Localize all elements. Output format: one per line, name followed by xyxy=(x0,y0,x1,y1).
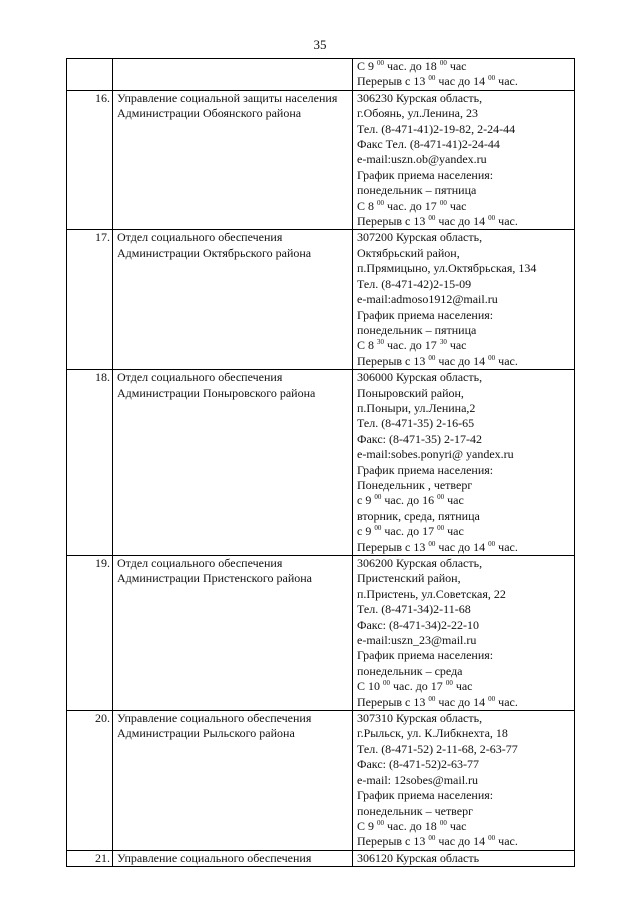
contact-info-text: e-mail:uszn.ob@yandex.ru xyxy=(357,152,487,167)
contact-info-text: e-mail:uszn_23@mail.ru xyxy=(357,633,477,648)
contact-info-line xyxy=(357,152,572,167)
row-number xyxy=(67,59,113,91)
contact-info-text: час до 14 xyxy=(435,539,489,554)
contact-info-text: час. xyxy=(495,353,518,368)
contact-info-cell xyxy=(353,59,575,91)
time-minutes-superscript: 00 xyxy=(383,679,391,688)
time-minutes-superscript: 00 xyxy=(488,539,496,548)
contact-info-cell xyxy=(353,230,575,370)
contact-info-line xyxy=(357,571,572,586)
time-minutes-superscript: 30 xyxy=(377,338,385,347)
contact-info-line xyxy=(357,354,572,369)
contact-info-line xyxy=(357,338,572,353)
time-minutes-superscript: 00 xyxy=(428,539,436,548)
contact-info-line xyxy=(357,618,572,633)
contact-info-line xyxy=(357,788,572,803)
contact-info-line xyxy=(357,432,572,447)
contact-info-text: Понедельник , четверг xyxy=(357,477,473,492)
contact-info-line xyxy=(357,834,572,849)
contact-info-text: Факс: (8-471-34)2-22-10 xyxy=(357,617,479,632)
contact-info-text: График приема населения: xyxy=(357,462,494,477)
contact-info-text: п.Пристень, ул.Советская, 22 xyxy=(357,586,506,601)
contact-info-line xyxy=(357,277,572,292)
contact-info-line xyxy=(357,556,572,571)
contact-info-text: График приема населения: xyxy=(357,167,494,182)
table-row xyxy=(67,370,575,556)
contact-info-line xyxy=(357,695,572,710)
contact-info-line xyxy=(357,230,572,245)
time-minutes-superscript: 00 xyxy=(437,524,445,533)
contact-info-text: 306230 Курская область, xyxy=(357,90,483,105)
time-minutes-superscript: 00 xyxy=(377,198,385,207)
organization-cell xyxy=(113,90,353,230)
time-minutes-superscript: 00 xyxy=(428,353,436,362)
contact-info-line xyxy=(357,214,572,229)
organization-name: Управление социальной защиты населения Администрации Обоянского района xyxy=(117,90,338,121)
contact-info-text: час. до 18 xyxy=(384,59,440,73)
contact-info-text: График приема населения: xyxy=(357,788,494,803)
contact-info-text: 306120 Курская область xyxy=(357,850,480,865)
contact-info-text: час до 14 xyxy=(435,74,489,89)
contact-info-line xyxy=(357,540,572,555)
contact-info-line xyxy=(357,122,572,137)
contact-info-text: г.Рыльск, ул. К.Либкнехта, 18 xyxy=(357,726,508,741)
organization-cell xyxy=(113,556,353,711)
contact-info-text: Тел. (8-471-35) 2-16-65 xyxy=(357,416,475,431)
contact-info-text: Тел. (8-471-42)2-15-09 xyxy=(357,276,472,291)
time-minutes-superscript: 00 xyxy=(488,353,496,362)
contact-info-text: час до 14 xyxy=(435,214,489,229)
contact-info-text: С 8 xyxy=(357,338,378,353)
contact-info-line xyxy=(357,726,572,741)
organization-name: Отдел социального обеспечения Администрации Поныровского района xyxy=(117,370,316,400)
contact-info-text: час xyxy=(444,493,464,508)
contact-info-text: Факс: (8-471-52)2-63-77 xyxy=(357,757,479,772)
contact-info-text: С 9 xyxy=(357,59,378,73)
contact-info-text: Перерыв с 13 xyxy=(357,353,429,368)
contact-info-text: час до 14 xyxy=(435,353,489,368)
contact-info-line xyxy=(357,819,572,834)
table-row xyxy=(67,90,575,230)
contact-info-text: 306200 Курская область, xyxy=(357,556,483,570)
time-minutes-superscript: 00 xyxy=(439,198,447,207)
contact-info-text: понедельник – четверг xyxy=(357,803,474,818)
contact-info-text: час. xyxy=(495,694,518,709)
contact-info-text: e-mail:admoso1912@mail.ru xyxy=(357,292,498,307)
contact-info-text: с 9 xyxy=(357,493,375,508)
contact-info-line xyxy=(357,74,572,89)
contact-info-line xyxy=(357,59,572,74)
contact-info-text: час до 14 xyxy=(435,834,489,849)
contact-info-line xyxy=(357,386,572,401)
page-number: 35 xyxy=(313,37,327,52)
contact-info-text: вторник, среда, пятница xyxy=(357,508,480,523)
contact-info-line xyxy=(357,633,572,648)
row-number: 20. xyxy=(67,711,113,851)
contact-info-text: час xyxy=(446,818,467,833)
contact-info-line xyxy=(357,851,572,866)
contact-info-line xyxy=(357,509,572,524)
contact-info-line xyxy=(357,602,572,617)
organization-name: Отдел социального обеспечения Администрации Октябрьского района xyxy=(117,230,312,260)
contact-info-text: понедельник – пятница xyxy=(357,322,477,337)
contact-info-line xyxy=(357,679,572,694)
time-minutes-superscript: 00 xyxy=(374,493,382,502)
contact-info-text: понедельник – пятница xyxy=(357,183,477,198)
table-row xyxy=(67,556,575,711)
contact-info-line xyxy=(357,292,572,307)
organization-cell xyxy=(113,711,353,851)
contact-info-text: час. до 17 xyxy=(384,198,440,213)
contact-info-text: Перерыв с 13 xyxy=(357,74,429,89)
organization-cell xyxy=(113,230,353,370)
time-minutes-superscript: 00 xyxy=(439,59,447,67)
organization-cell xyxy=(113,59,353,91)
contact-info-text: час. до 16 xyxy=(381,493,438,508)
contact-info-text: час до 14 xyxy=(435,694,489,709)
time-minutes-superscript: 00 xyxy=(488,214,496,223)
contact-info-text: час. до 17 xyxy=(390,679,446,694)
contact-info-text: час. xyxy=(495,74,518,89)
contact-info-line xyxy=(357,261,572,276)
time-minutes-superscript: 30 xyxy=(439,338,447,347)
time-minutes-superscript: 00 xyxy=(428,834,436,843)
contact-info-line xyxy=(357,664,572,679)
time-minutes-superscript: 00 xyxy=(377,818,385,827)
contact-info-text: Пристенский район, xyxy=(357,571,461,586)
time-minutes-superscript: 00 xyxy=(488,834,496,843)
contact-info-line xyxy=(357,106,572,121)
contact-info-text: С 10 xyxy=(357,679,384,694)
contact-info-text: График приема населения: xyxy=(357,648,494,663)
contact-info-text: час xyxy=(446,59,467,73)
contact-info-line xyxy=(357,168,572,183)
time-minutes-superscript: 00 xyxy=(428,694,436,703)
row-number: 18. xyxy=(67,370,113,556)
contact-info-text: г.Обоянь, ул.Ленина, 23 xyxy=(357,106,478,121)
contact-info-cell xyxy=(353,90,575,230)
contact-info-cell xyxy=(353,850,575,866)
contact-info-text: час. до 18 xyxy=(384,818,440,833)
contact-info-text: Октябрьский район, xyxy=(357,245,460,260)
contact-info-text: 306000 Курская область, xyxy=(357,370,483,385)
contact-info-line xyxy=(357,91,572,106)
contact-info-line xyxy=(357,308,572,323)
contact-info-cell xyxy=(353,370,575,556)
contact-info-text: час. xyxy=(495,834,518,849)
contact-info-line xyxy=(357,323,572,338)
contact-info-text: e-mail: 12sobes@mail.ru xyxy=(357,772,479,787)
contact-info-text: 307200 Курская область, xyxy=(357,230,483,245)
organization-name: Отдел социального обеспечения Администрации Пристенского района xyxy=(117,556,313,586)
contact-info-text: График приема населения: xyxy=(357,307,494,322)
organization-name: Управление социального обеспечения Администрации Рыльского района xyxy=(117,711,312,741)
contact-info-text: час xyxy=(446,338,467,353)
contact-info-text: п.Поныри, ул.Ленина,2 xyxy=(357,400,476,415)
table-row xyxy=(67,230,575,370)
contact-info-text: час xyxy=(446,198,467,213)
contact-info-line xyxy=(357,524,572,539)
contact-info-text: Перерыв с 13 xyxy=(357,694,429,709)
organization-cell xyxy=(113,850,353,866)
contact-info-text: час xyxy=(452,679,473,694)
contact-info-line xyxy=(357,370,572,385)
contact-info-line xyxy=(357,648,572,663)
contact-info-text: час. до 17 xyxy=(384,338,440,353)
table-body xyxy=(67,59,575,867)
contact-info-line xyxy=(357,493,572,508)
organization-cell xyxy=(113,370,353,556)
contact-info-line xyxy=(357,587,572,602)
contact-info-line xyxy=(357,757,572,772)
contact-info-cell xyxy=(353,556,575,711)
contact-info-text: с 9 xyxy=(357,524,375,539)
time-minutes-superscript: 00 xyxy=(428,214,436,223)
contact-info-text: час. до 17 xyxy=(381,524,438,539)
contact-info-line xyxy=(357,742,572,757)
contact-info-text: час. xyxy=(495,539,518,554)
table-row xyxy=(67,59,575,91)
contact-info-text: час xyxy=(444,524,464,539)
time-minutes-superscript: 00 xyxy=(437,493,445,502)
row-number: 19. xyxy=(67,556,113,711)
time-minutes-superscript: 00 xyxy=(428,74,436,83)
time-minutes-superscript: 00 xyxy=(445,679,453,688)
contact-info-text: понедельник – среда xyxy=(357,663,463,678)
social-services-table xyxy=(66,58,575,867)
contact-info-line xyxy=(357,183,572,198)
row-number: 17. xyxy=(67,230,113,370)
contact-info-text: п.Прямицыно, ул.Октябрьская, 134 xyxy=(357,261,537,276)
table-row xyxy=(67,711,575,851)
contact-info-cell xyxy=(353,711,575,851)
time-minutes-superscript: 00 xyxy=(374,524,382,533)
contact-info-line xyxy=(357,447,572,462)
contact-info-line xyxy=(357,478,572,493)
contact-info-line xyxy=(357,137,572,152)
contact-info-text: Факс: (8-471-35) 2-17-42 xyxy=(357,431,482,446)
row-number: 16. xyxy=(67,90,113,230)
contact-info-text: С 9 xyxy=(357,818,378,833)
contact-info-text: С 8 xyxy=(357,198,378,213)
contact-info-text: 307310 Курская область, xyxy=(357,711,483,726)
contact-info-line xyxy=(357,463,572,478)
time-minutes-superscript: 00 xyxy=(488,694,496,703)
contact-info-text: Поныровский район, xyxy=(357,385,464,400)
contact-info-text: Перерыв с 13 xyxy=(357,539,429,554)
contact-info-line xyxy=(357,711,572,726)
contact-info-text: Факс Тел. (8-471-41)2-24-44 xyxy=(357,137,500,152)
row-number: 21. xyxy=(67,850,113,866)
contact-info-line xyxy=(357,416,572,431)
contact-info-text: Перерыв с 13 xyxy=(357,834,429,849)
contact-info-line xyxy=(357,401,572,416)
table-row xyxy=(67,850,575,866)
contact-info-line xyxy=(357,773,572,788)
time-minutes-superscript: 00 xyxy=(439,818,447,827)
time-minutes-superscript: 00 xyxy=(488,74,496,83)
contact-info-text: Тел. (8-471-34)2-11-68 xyxy=(357,602,471,617)
time-minutes-superscript: 00 xyxy=(377,59,385,67)
contact-info-line xyxy=(357,804,572,819)
contact-info-text: час. xyxy=(495,214,518,229)
contact-info-text: Тел. (8-471-52) 2-11-68, 2-63-77 xyxy=(357,741,518,756)
contact-info-text: Перерыв с 13 xyxy=(357,214,429,229)
contact-info-line xyxy=(357,199,572,214)
contact-info-text: Тел. (8-471-41)2-19-82, 2-24-44 xyxy=(357,121,516,136)
organization-name: Управление социального обеспечения xyxy=(117,850,312,865)
contact-info-text: e-mail:sobes.ponyri@ yandex.ru xyxy=(357,447,514,462)
contact-info-line xyxy=(357,246,572,261)
